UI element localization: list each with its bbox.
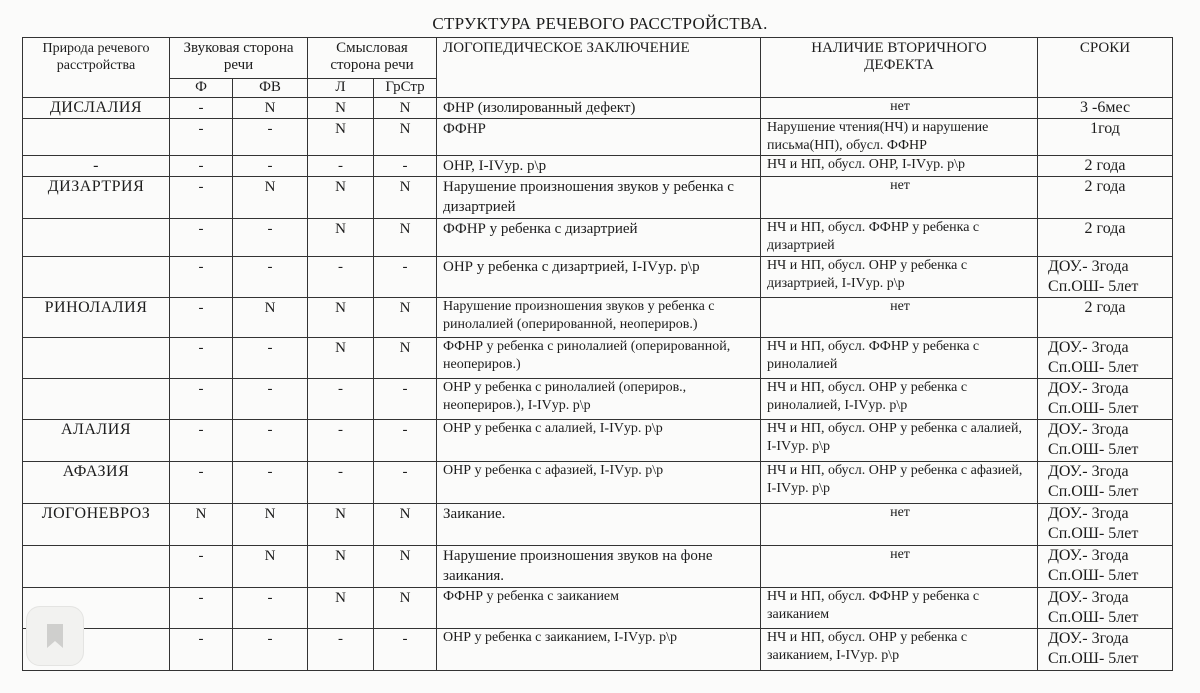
header-terms: СРОКИ <box>1038 38 1173 98</box>
cell-l: N <box>308 219 374 257</box>
cell-conclusion: Нарушение произношения звуков на фоне заикания. <box>437 546 761 588</box>
cell-f: - <box>170 338 233 379</box>
cell-f: - <box>170 219 233 257</box>
cell-fv: - <box>233 379 308 420</box>
cell-fv: - <box>233 588 308 629</box>
header-semantic-side: Смысловая сторона речи <box>308 38 437 79</box>
table-row <box>23 338 1173 379</box>
table-row <box>23 177 1173 219</box>
cell-fv: N <box>233 546 308 588</box>
header-l: Л <box>308 79 374 98</box>
cell-conclusion: Заикание. <box>437 504 761 546</box>
cell-secondary: НЧ и НП, обусл. ОНР, I-IVур. р\р <box>761 156 1038 177</box>
cell-f: - <box>170 119 233 156</box>
cell-conclusion: ОНР у ребенка с заиканием, I-IVур. р\р <box>437 629 761 671</box>
table-row <box>23 546 1173 588</box>
cell-grstr: N <box>374 119 437 156</box>
cell-conclusion: ОНР у ребенка с ринолалией (опериров., неопериров.), I-IVур. р\р <box>437 379 761 420</box>
cell-conclusion: ОНР у ребенка с дизартрией, I-IVур. р\р <box>437 257 761 298</box>
header-f: Ф <box>170 79 233 98</box>
cell-terms: 2 года <box>1038 298 1173 338</box>
cell-grstr: N <box>374 588 437 629</box>
cell-conclusion: ФФНР <box>437 119 761 156</box>
table-row <box>23 298 1173 338</box>
table-row <box>23 98 1173 119</box>
cell-f: - <box>170 546 233 588</box>
cell-secondary: НЧ и НП, обусл. ОНР у ребенка с афазией, I-IVур. р\р <box>761 462 1038 504</box>
cell-secondary: НЧ и НП, обусл. ФФНР у ребенка с ринолалией <box>761 338 1038 379</box>
cell-fv: - <box>233 629 308 671</box>
table-row <box>23 504 1173 546</box>
cell-terms: ДОУ.- 3года Сп.ОШ- 5лет <box>1038 338 1173 379</box>
cell-conclusion: ФНР (изолированный дефект) <box>437 98 761 119</box>
cell-terms: ДОУ.- 3года Сп.ОШ- 5лет <box>1038 504 1173 546</box>
table-row <box>23 588 1173 629</box>
cell-fv: - <box>233 219 308 257</box>
cell-secondary: НЧ и НП, обусл. ОНР у ребенка с алалией, I-IVур. р\р <box>761 420 1038 462</box>
cell-fv: N <box>233 298 308 338</box>
cell-terms: ДОУ.- 3года Сп.ОШ- 5лет <box>1038 588 1173 629</box>
cell-f: - <box>170 379 233 420</box>
cell-grstr: N <box>374 219 437 257</box>
cell-fv: - <box>233 420 308 462</box>
cell-nature: РИНОЛАЛИЯ <box>23 298 170 338</box>
cell-terms: 2 года <box>1038 219 1173 257</box>
cell-fv: - <box>233 257 308 298</box>
header-nature: Природа речевого расстройства <box>23 38 170 98</box>
cell-f: - <box>170 629 233 671</box>
cell-nature <box>23 119 170 156</box>
cell-conclusion: ФФНР у ребенка с ринолалией (оперированной, неопериров.) <box>437 338 761 379</box>
header-fv: ФВ <box>233 79 308 98</box>
cell-f: - <box>170 462 233 504</box>
cell-l: - <box>308 629 374 671</box>
cell-grstr: N <box>374 298 437 338</box>
cell-terms: ДОУ.- 3года Сп.ОШ- 5лет <box>1038 546 1173 588</box>
cell-grstr: N <box>374 504 437 546</box>
cell-fv: - <box>233 156 308 177</box>
cell-conclusion: ФФНР у ребенка с дизартрией <box>437 219 761 257</box>
cell-terms: 1год <box>1038 119 1173 156</box>
cell-l: N <box>308 504 374 546</box>
cell-f: - <box>170 420 233 462</box>
header-sound-side: Звуковая сторона речи <box>170 38 308 79</box>
cell-conclusion: Нарушение произношения звуков у ребенка с ринолалией (оперированной, неопериров.) <box>437 298 761 338</box>
cell-l: N <box>308 546 374 588</box>
cell-secondary: НЧ и НП, обусл. ФФНР у ребенка с дизартрией <box>761 219 1038 257</box>
cell-grstr: - <box>374 257 437 298</box>
cell-fv: N <box>233 98 308 119</box>
speech-disorder-table <box>22 37 1173 671</box>
table-row <box>23 629 1173 671</box>
cell-l: N <box>308 338 374 379</box>
cell-conclusion: ОНР у ребенка с алалией, I-IVур. р\р <box>437 420 761 462</box>
header-row-main <box>23 38 1173 79</box>
cell-grstr: - <box>374 156 437 177</box>
table-row <box>23 462 1173 504</box>
cell-fv: - <box>233 462 308 504</box>
bookmark-button[interactable] <box>26 606 84 666</box>
cell-f: - <box>170 298 233 338</box>
cell-terms: ДОУ.- 3года Сп.ОШ- 5лет <box>1038 629 1173 671</box>
cell-l: N <box>308 298 374 338</box>
cell-nature <box>23 546 170 588</box>
table-row <box>23 420 1173 462</box>
cell-grstr: - <box>374 629 437 671</box>
cell-secondary: нет <box>761 504 1038 546</box>
cell-secondary: НЧ и НП, обусл. ОНР у ребенка с ринолалией, I-IVур. р\р <box>761 379 1038 420</box>
cell-nature <box>23 379 170 420</box>
cell-f: - <box>170 98 233 119</box>
cell-grstr: N <box>374 98 437 119</box>
cell-grstr: N <box>374 338 437 379</box>
cell-nature: АЛАЛИЯ <box>23 420 170 462</box>
cell-f: - <box>170 156 233 177</box>
header-conclusion: ЛОГОПЕДИЧЕСКОЕ ЗАКЛЮЧЕНИЕ <box>437 38 761 98</box>
cell-secondary: нет <box>761 298 1038 338</box>
cell-f: - <box>170 588 233 629</box>
cell-grstr: - <box>374 462 437 504</box>
cell-fv: - <box>233 338 308 379</box>
cell-fv: N <box>233 177 308 219</box>
cell-l: - <box>308 257 374 298</box>
cell-nature <box>23 257 170 298</box>
cell-f: - <box>170 177 233 219</box>
cell-nature: ДИЗАРТРИЯ <box>23 177 170 219</box>
cell-nature <box>23 219 170 257</box>
cell-grstr: N <box>374 546 437 588</box>
cell-grstr: N <box>374 177 437 219</box>
cell-secondary: Нарушение чтения(НЧ) и нарушение письма(НП), обусл. ФФНР <box>761 119 1038 156</box>
cell-conclusion: ОНР у ребенка с афазией, I-IVур. р\р <box>437 462 761 504</box>
table-row <box>23 219 1173 257</box>
table-row <box>23 119 1173 156</box>
cell-f: - <box>170 257 233 298</box>
header-grstr: ГрСтр <box>374 79 437 98</box>
cell-l: N <box>308 98 374 119</box>
cell-nature: ЛОГОНЕВРОЗ <box>23 504 170 546</box>
cell-f: N <box>170 504 233 546</box>
cell-l: - <box>308 379 374 420</box>
header-secondary-defect: НАЛИЧИЕ ВТОРИЧНОГО ДЕФЕКТА <box>761 38 1038 98</box>
cell-secondary: нет <box>761 546 1038 588</box>
cell-terms: 2 года <box>1038 177 1173 219</box>
document-title: СТРУКТУРА РЕЧЕВОГО РАССТРОЙСТВА. <box>432 14 768 33</box>
table-row <box>23 379 1173 420</box>
cell-l: N <box>308 177 374 219</box>
cell-nature: ДИСЛАЛИЯ <box>23 98 170 119</box>
cell-terms: 2 года <box>1038 156 1173 177</box>
cell-fv: N <box>233 504 308 546</box>
cell-nature <box>23 338 170 379</box>
table-row <box>23 156 1173 177</box>
cell-secondary: нет <box>761 98 1038 119</box>
cell-nature: - <box>23 156 170 177</box>
cell-l: N <box>308 588 374 629</box>
table-row <box>23 257 1173 298</box>
cell-terms: 3 -6мес <box>1038 98 1173 119</box>
cell-grstr: - <box>374 379 437 420</box>
cell-l: N <box>308 119 374 156</box>
cell-terms: ДОУ.- 3года Сп.ОШ- 5лет <box>1038 379 1173 420</box>
cell-secondary: нет <box>761 177 1038 219</box>
cell-terms: ДОУ.- 3года Сп.ОШ- 5лет <box>1038 257 1173 298</box>
cell-conclusion: Нарушение произношения звуков у ребенка с дизартрией <box>437 177 761 219</box>
cell-conclusion: ФФНР у ребенка с заиканием <box>437 588 761 629</box>
cell-conclusion: ОНР, I-IVур. р\р <box>437 156 761 177</box>
cell-nature: АФАЗИЯ <box>23 462 170 504</box>
bookmark-icon <box>45 623 65 649</box>
cell-secondary: НЧ и НП, обусл. ФФНР у ребенка с заиканием <box>761 588 1038 629</box>
cell-grstr: - <box>374 420 437 462</box>
cell-l: - <box>308 420 374 462</box>
cell-secondary: НЧ и НП, обусл. ОНР у ребенка с заиканием, I-IVур. р\р <box>761 629 1038 671</box>
cell-secondary: НЧ и НП, обусл. ОНР у ребенка с дизартрией, I-IVур. р\р <box>761 257 1038 298</box>
cell-l: - <box>308 156 374 177</box>
cell-fv: - <box>233 119 308 156</box>
cell-terms: ДОУ.- 3года Сп.ОШ- 5лет <box>1038 462 1173 504</box>
cell-l: - <box>308 462 374 504</box>
cell-terms: ДОУ.- 3года Сп.ОШ- 5лет <box>1038 420 1173 462</box>
